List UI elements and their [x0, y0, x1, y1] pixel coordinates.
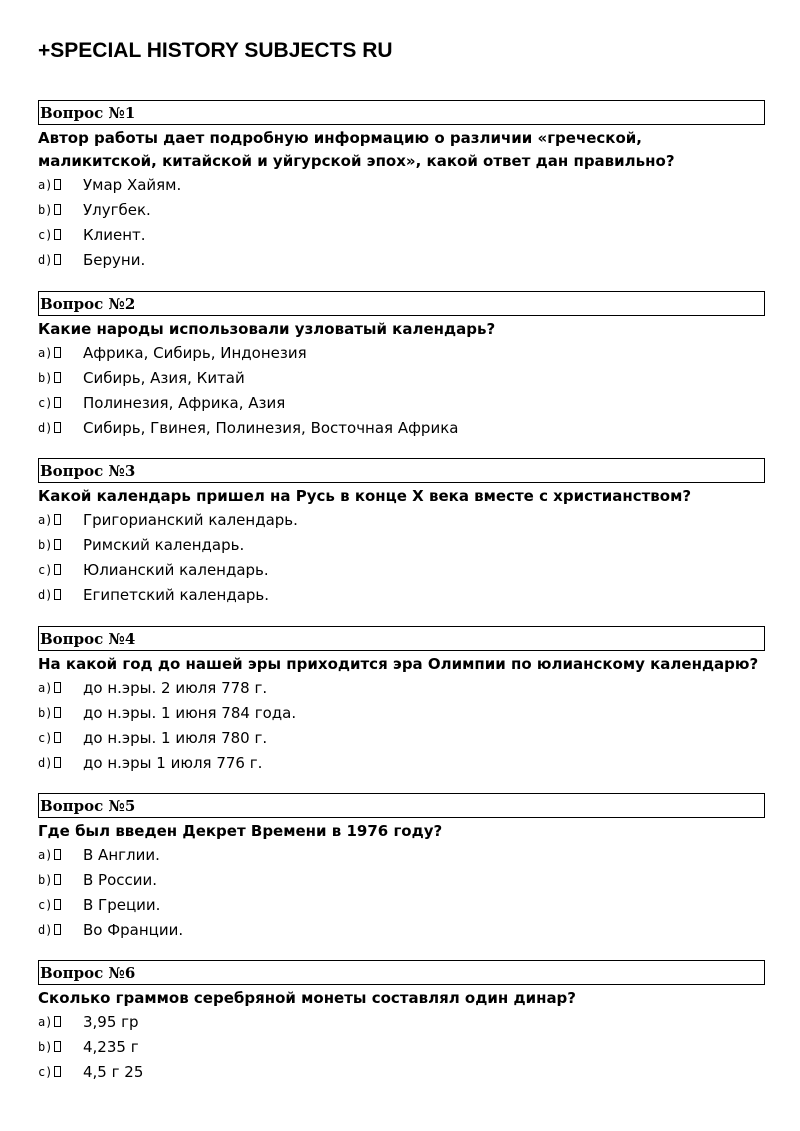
answer-marker: c) — [38, 731, 53, 745]
document-title: +SPECIAL HISTORY SUBJECTS RU — [38, 39, 393, 62]
answer-option — [38, 918, 765, 943]
answer-list — [38, 173, 765, 273]
answer-text: В России. — [83, 871, 158, 889]
answer-text: Египетский календарь. — [83, 586, 270, 604]
checkbox-icon — [54, 179, 61, 190]
answer-text: В Греции. — [83, 896, 161, 914]
answer-text: Умар Хайям. — [83, 176, 182, 194]
answer-option — [38, 416, 765, 441]
answer-text: до н.эры. 2 июля 778 г. — [83, 679, 268, 697]
answer-option — [38, 1060, 765, 1085]
answer-list — [38, 843, 765, 943]
answer-list — [38, 341, 765, 441]
answer-marker: c) — [38, 396, 53, 410]
checkbox-icon — [54, 682, 61, 693]
answer-marker: c) — [38, 898, 53, 912]
answer-text: 4,235 г — [83, 1038, 139, 1056]
checkbox-icon — [54, 539, 61, 550]
checkbox-icon — [54, 849, 61, 860]
answer-marker: b) — [38, 538, 53, 552]
answer-text: 3,95 гр — [83, 1013, 139, 1031]
question-header: Вопрос №5 — [38, 793, 765, 818]
answer-text: Клиент. — [83, 226, 146, 244]
answer-marker: a) — [38, 848, 53, 862]
question-text: На какой год до нашей эры приходится эра Олимпии по юлианскому календарю? — [38, 655, 759, 673]
question-header: Вопрос №2 — [38, 291, 765, 316]
answer-marker: b) — [38, 706, 53, 720]
answer-text: В Англии. — [83, 846, 160, 864]
checkbox-icon — [54, 514, 61, 525]
answer-list — [38, 508, 765, 608]
checkbox-icon — [54, 707, 61, 718]
question-text: Какой календарь пришел на Русь в конце X века вместе с христианством? — [38, 487, 692, 505]
checkbox-icon — [54, 347, 61, 358]
answer-marker: d) — [38, 588, 53, 602]
answer-marker: b) — [38, 371, 53, 385]
answer-option — [38, 366, 765, 391]
answer-text: Полинезия, Африка, Азия — [83, 394, 286, 412]
answer-marker: b) — [38, 873, 53, 887]
answer-option — [38, 726, 765, 751]
answer-marker: d) — [38, 923, 53, 937]
answer-text: Сибирь, Гвинея, Полинезия, Восточная Африка — [83, 419, 459, 437]
answer-text: Африка, Сибирь, Индонезия — [83, 344, 307, 362]
checkbox-icon — [54, 422, 61, 433]
checkbox-icon — [54, 874, 61, 885]
answer-text: до н.эры. 1 июля 780 г. — [83, 729, 268, 747]
question-header: Вопрос №6 — [38, 960, 765, 985]
answer-option — [38, 558, 765, 583]
checkbox-icon — [54, 372, 61, 383]
answer-marker: a) — [38, 1015, 53, 1029]
answer-option — [38, 248, 765, 273]
answer-marker: a) — [38, 346, 53, 360]
question-block — [38, 291, 765, 441]
checkbox-icon — [54, 254, 61, 265]
question-block — [38, 458, 765, 608]
checkbox-icon — [54, 1016, 61, 1027]
question-text: Где был введен Декрет Времени в 1976 году? — [38, 822, 443, 840]
answer-option — [38, 751, 765, 776]
checkbox-icon — [54, 204, 61, 215]
answer-list — [38, 676, 765, 776]
question-block — [38, 626, 765, 776]
answer-marker: c) — [38, 1065, 53, 1079]
question-block — [38, 960, 765, 1085]
answer-marker: a) — [38, 681, 53, 695]
checkbox-icon — [54, 397, 61, 408]
checkbox-icon — [54, 757, 61, 768]
checkbox-icon — [54, 732, 61, 743]
checkbox-icon — [54, 1066, 61, 1077]
question-text: Какие народы использовали узловатый календарь? — [38, 320, 496, 338]
answer-marker: c) — [38, 228, 53, 242]
answer-option — [38, 341, 765, 366]
answer-option — [38, 223, 765, 248]
answer-option — [38, 391, 765, 416]
answer-marker: b) — [38, 1040, 53, 1054]
answer-option — [38, 1035, 765, 1060]
checkbox-icon — [54, 564, 61, 575]
checkbox-icon — [54, 229, 61, 240]
question-block — [38, 100, 765, 273]
answer-text: Сибирь, Азия, Китай — [83, 369, 245, 387]
question-block — [38, 793, 765, 943]
answer-text: Римский календарь. — [83, 536, 245, 554]
answer-text: Во Франции. — [83, 921, 184, 939]
answer-option — [38, 198, 765, 223]
answer-list — [38, 1010, 765, 1085]
checkbox-icon — [54, 1041, 61, 1052]
answer-marker: b) — [38, 203, 53, 217]
answer-option — [38, 868, 765, 893]
answer-option — [38, 533, 765, 558]
answer-marker: d) — [38, 253, 53, 267]
answer-text: Юлианский календарь. — [83, 561, 269, 579]
checkbox-icon — [54, 589, 61, 600]
answer-marker: d) — [38, 756, 53, 770]
answer-text: до н.эры. 1 июня 784 года. — [83, 704, 297, 722]
answer-text: Беруни. — [83, 251, 146, 269]
checkbox-icon — [54, 924, 61, 935]
answer-marker: a) — [38, 178, 53, 192]
question-header: Вопрос №3 — [38, 458, 765, 483]
question-header: Вопрос №1 — [38, 100, 765, 125]
answer-text: Улугбек. — [83, 201, 151, 219]
answer-marker: c) — [38, 563, 53, 577]
answer-option — [38, 843, 765, 868]
answer-marker: d) — [38, 421, 53, 435]
answer-option — [38, 1010, 765, 1035]
answer-option — [38, 508, 765, 533]
question-text: Сколько граммов серебряной монеты составлял один динар? — [38, 989, 577, 1007]
answer-option — [38, 583, 765, 608]
answer-text: 4,5 г 25 — [83, 1063, 144, 1081]
answer-option — [38, 173, 765, 198]
answer-text: до н.эры 1 июля 776 г. — [83, 754, 263, 772]
answer-marker: a) — [38, 513, 53, 527]
answer-option — [38, 701, 765, 726]
question-text: Автор работы дает подробную информацию о различии «греческой, маликитской, китайской и уйгурской эпох», какой ответ дан правильно? — [38, 129, 675, 170]
checkbox-icon — [54, 899, 61, 910]
answer-option — [38, 893, 765, 918]
answer-option — [38, 676, 765, 701]
answer-text: Григорианский календарь. — [83, 511, 298, 529]
question-header: Вопрос №4 — [38, 626, 765, 651]
